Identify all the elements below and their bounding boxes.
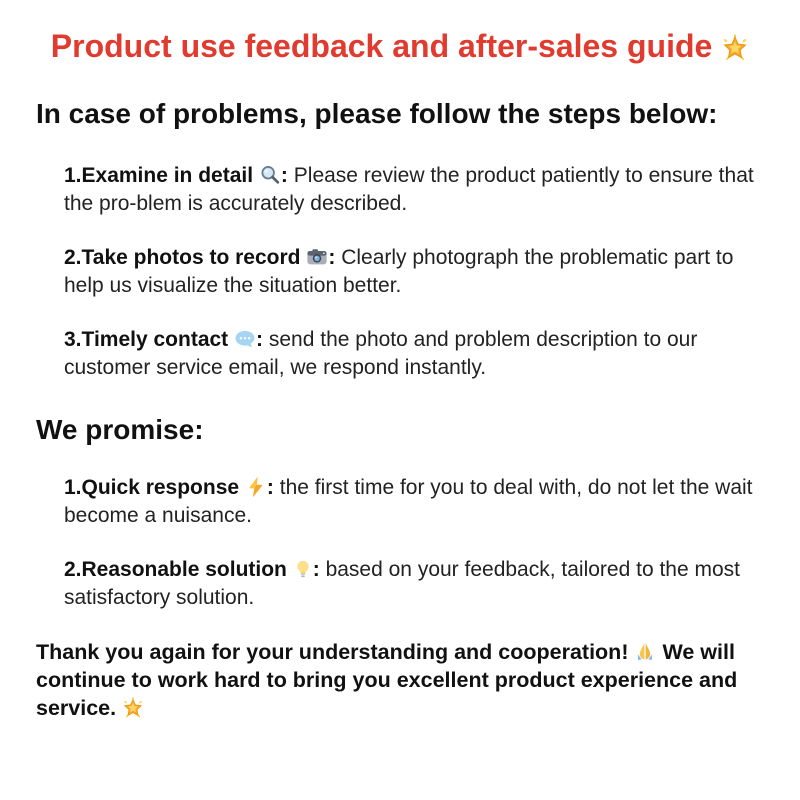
speech-balloon-icon [234,328,256,350]
promise-2-body: based on your feedback, tailored to the most satisfactory solution. [64,558,740,609]
light-bulb-icon [293,559,313,579]
step-2-body: Clearly photograph the problematic part to help us visualize the situation better. [64,246,734,297]
step-2-lead-text: 2.Take photos to record [64,246,301,269]
promise-item-1 [64,474,760,530]
step-3-colon: : [256,328,264,351]
closing-text-after: We will continue to work hard to bring you excellent product experience and service. [36,640,738,720]
promise-heading: We promise: [36,414,204,445]
promise-2-colon: : [312,558,320,581]
folded-hands-icon [634,641,656,663]
step-1-body: Please review the product patiently to ensure that the pro-blem is accurately described. [64,164,754,215]
step-2-colon: : [328,246,336,269]
promise-list [36,474,764,612]
glowing-star-icon [122,697,144,719]
step-item-1 [64,162,760,218]
steps-list [36,162,764,382]
promise-2-lead [64,558,320,581]
promise-item-2 [64,556,760,612]
step-3-lead-text: 3.Timely contact [64,328,229,351]
step-item-3 [64,326,760,382]
lightning-icon [245,476,267,498]
page-title [36,26,764,66]
step-3-body: send the photo and problem description to our customer service email, we respond instantly. [64,328,698,379]
promise-1-colon: : [266,476,274,499]
step-2-lead [64,246,335,269]
step-3-lead [64,328,263,351]
promise-1-lead-text: 1.Quick response [64,476,240,499]
promise-1-body: the first time for you to deal with, do not let the wait become a nuisance. [64,476,753,527]
glowing-star-icon [721,34,749,62]
closing-text-before: Thank you again for your understanding and cooperation! [36,640,629,664]
promise-2-lead-text: 2.Reasonable solution [64,558,287,581]
step-1-lead-text: 1.Examine in detail [64,164,254,187]
steps-heading: In case of problems, please follow the steps below: [36,98,718,129]
step-1-colon: : [280,164,288,187]
step-1-lead [64,164,288,187]
step-item-2 [64,244,760,300]
magnifying-glass-icon [259,164,281,186]
closing-paragraph [36,638,764,722]
promise-1-lead [64,476,274,499]
page-title-text: Product use feedback and after-sales guide [50,28,713,64]
camera-icon [306,246,328,268]
